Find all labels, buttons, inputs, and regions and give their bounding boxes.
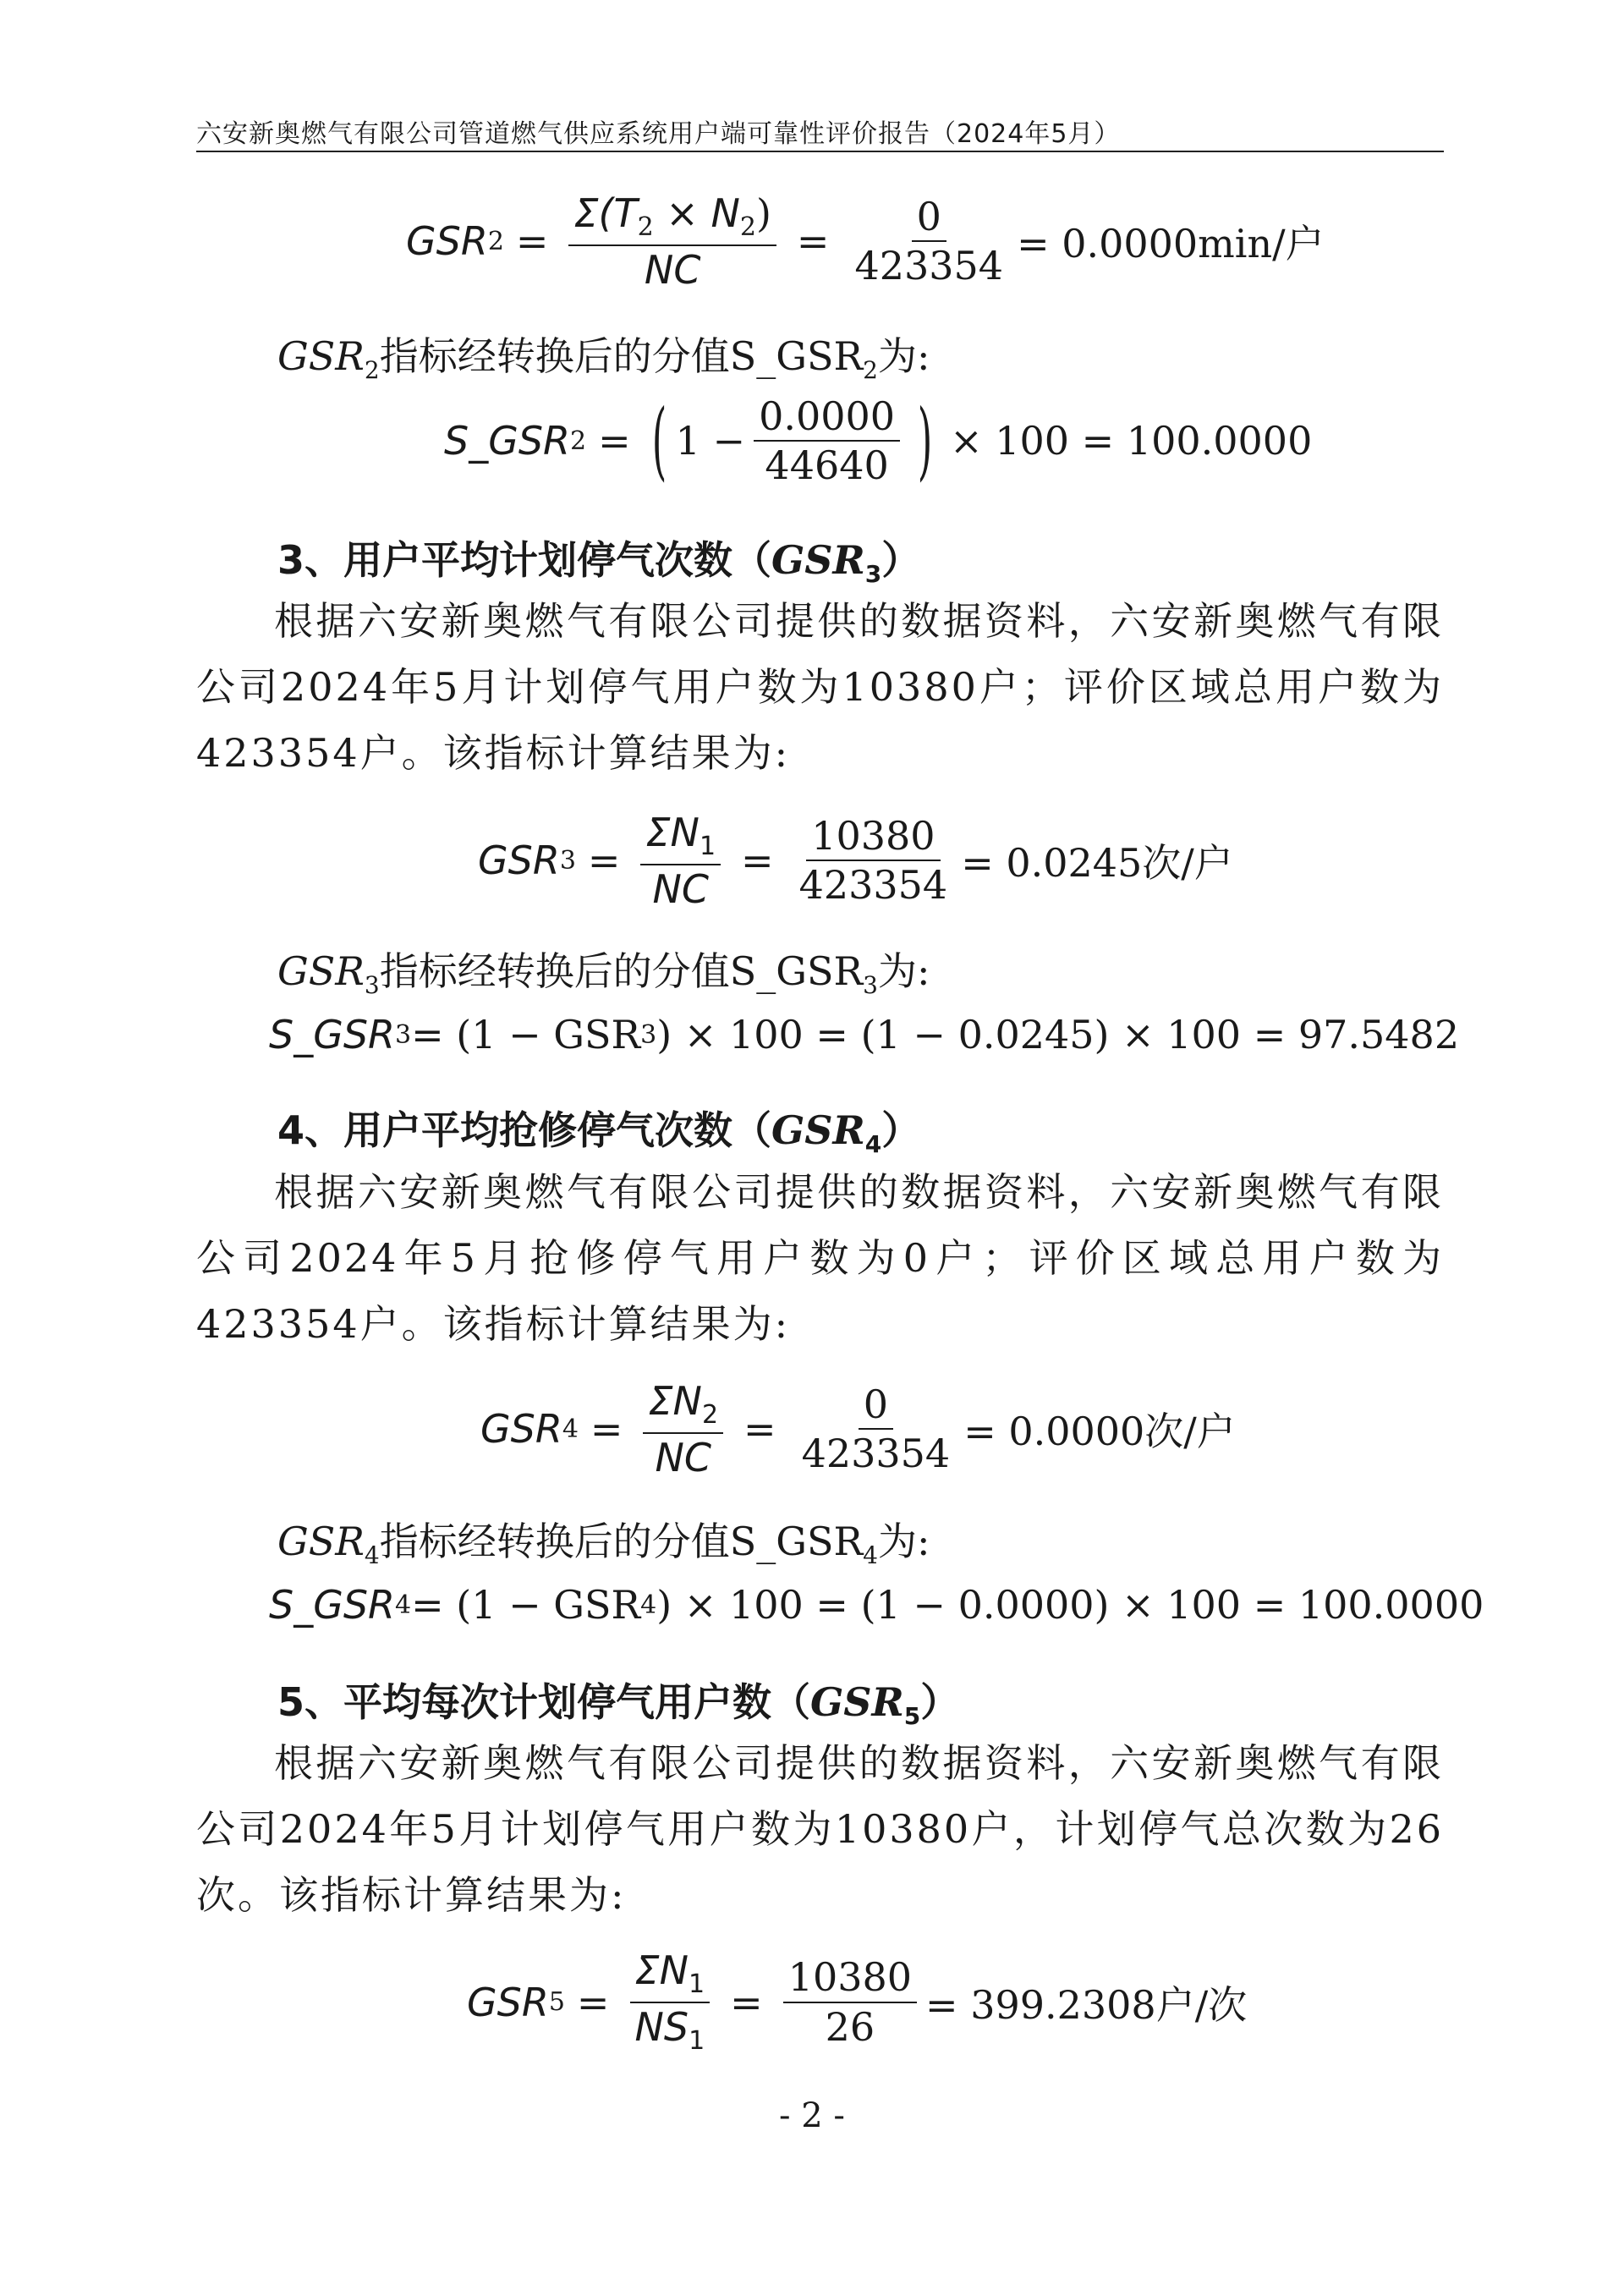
gsr2-score-den: 44640: [765, 442, 889, 489]
page-number: - 2 -: [779, 2096, 845, 2135]
gsr5-value-den: 26: [825, 2003, 875, 2050]
gsr4-score-sub: 4: [395, 1590, 412, 1620]
gsr3-frac-num-sub: 1: [699, 832, 716, 861]
gsr5-result: = 399.2308户/次: [925, 1981, 1248, 2028]
gsr5-var: GSR: [467, 1979, 549, 2025]
gsr2-numerator: Σ(T: [573, 190, 638, 236]
equals-sign: =: [598, 418, 631, 464]
gsr3-symbolic-fraction: [640, 810, 721, 912]
gsr4-frac-num: ΣN: [648, 1378, 702, 1424]
gsr3-score-sub2: 3: [640, 1019, 657, 1050]
gsr4-score-formula: [269, 1582, 1484, 1628]
gsr4-score-var: S_GSR: [269, 1582, 396, 1628]
gsr3-value-fraction: [794, 813, 953, 909]
equals-sign: =: [796, 218, 830, 265]
gsr4-paragraph: 根据六安新奥燃气有限公司提供的数据资料，六安新奥燃气有限公司2024年5月抢修停气用户数为0户；评价区域总用户数为423354户。该指标计算结果为:: [196, 1169, 1444, 1347]
gsr3-convert-label: [277, 941, 930, 999]
gsr2-convert-sub2: 2: [863, 356, 878, 385]
gsr3-score-mid: = (1 − GSR: [411, 1012, 641, 1057]
gsr5-heading: [277, 1672, 959, 1730]
gsr3-frac-num: ΣN: [645, 810, 700, 855]
gsr4-heading: [277, 1100, 920, 1158]
gsr2-score-num: 0.0000: [754, 396, 900, 442]
gsr4-score-sub2: 4: [640, 1590, 657, 1620]
gsr3-frac-den: NC: [652, 865, 709, 912]
gsr5-value-num: 10380: [783, 1957, 917, 2002]
gsr3-convert-mid: 指标经转换后的分值S_GSR: [379, 948, 864, 994]
gsr4-frac-den: NC: [655, 1434, 711, 1480]
gsr2-score-formula: S_GSR 2 = ( 1 − $\frac{0.0000}{44640}$ ) × 100 = 100.0000: [444, 391, 1313, 491]
gsr2-result: = 0.0000min/户: [1017, 221, 1325, 267]
gsr4-formula: [480, 1378, 1236, 1480]
gsr2-formula: [406, 190, 1325, 293]
gsr5-formula: [467, 1947, 1248, 2056]
gsr2-value-den: 423354: [854, 243, 1004, 289]
gsr3-convert-sub2: 3: [863, 971, 878, 1000]
gsr4-convert-mid: 指标经转换后的分值S_GSR: [379, 1519, 864, 1564]
gsr4-score-mid: = (1 − GSR: [411, 1582, 641, 1628]
gsr5-symbolic-fraction: [629, 1947, 710, 2056]
gsr5-var-sub: 5: [548, 1987, 565, 2017]
gsr3-var: GSR: [478, 838, 560, 884]
gsr3-heading-end: ）: [881, 537, 921, 583]
gsr2-value-fraction: [849, 196, 1008, 287]
gsr3-var-sub: 3: [559, 845, 576, 876]
gsr3-score-formula: [269, 1012, 1459, 1057]
gsr5-heading-sub: 5: [903, 1702, 921, 1731]
gsr2-score-sub: 2: [570, 426, 587, 456]
equals-sign: =: [741, 838, 774, 884]
gsr2-var-sub: 2: [487, 226, 504, 256]
gsr2-value-num: 0: [912, 196, 946, 242]
gsr3-convert-pre: GSR: [277, 948, 365, 994]
gsr5-heading-text: 5、平均每次计划停气用户数（: [277, 1679, 811, 1725]
gsr5-heading-var: GSR: [810, 1679, 904, 1725]
equals-sign: =: [730, 1979, 763, 2025]
gsr2-score-fraction: [754, 393, 900, 489]
gsr3-heading-var: GSR: [771, 537, 865, 583]
gsr2-score-result: × 100 = 100.0000: [950, 418, 1313, 464]
gsr3-heading: [277, 530, 920, 588]
equals-sign: =: [576, 1979, 610, 2025]
gsr4-convert-sub: 4: [364, 1541, 380, 1570]
gsr2-symbolic-fraction: [568, 190, 776, 293]
gsr2-convert-mid: 指标经转换后的分值S_GSR: [379, 333, 864, 379]
equals-sign: =: [587, 838, 621, 884]
gsr3-value-den: 423354: [798, 862, 948, 909]
gsr4-convert-end: 为:: [877, 1519, 930, 1564]
gsr4-convert-sub2: 4: [863, 1541, 878, 1570]
gsr4-symbolic-fraction: [643, 1378, 723, 1480]
gsr2-score-var: S_GSR: [444, 418, 571, 464]
gsr5-frac-den: NS: [634, 2003, 689, 2050]
gsr2-convert-label: [277, 326, 930, 384]
equals-sign: =: [515, 218, 549, 265]
gsr2-numerator-sub2: 2: [739, 212, 756, 242]
gsr3-score-sub: 3: [395, 1019, 412, 1050]
report-header: 六安新奥燃气有限公司管道燃气供应系统用户端可靠性评价报告（2024年5月）: [196, 119, 1121, 149]
gsr5-heading-end: ）: [920, 1679, 960, 1725]
gsr2-convert-sub: 2: [364, 356, 380, 385]
gsr4-var-sub: 4: [562, 1414, 579, 1444]
gsr4-value-den: 423354: [801, 1431, 951, 1477]
gsr3-value-num: 10380: [806, 816, 940, 861]
gsr4-heading-sub: 4: [864, 1130, 882, 1159]
gsr2-numerator-sub: 2: [637, 212, 654, 242]
gsr2-convert-end: 为:: [877, 333, 930, 379]
gsr4-var: GSR: [480, 1406, 562, 1453]
header-rule: [196, 151, 1444, 152]
equals-sign: =: [743, 1406, 776, 1453]
gsr4-heading-var: GSR: [771, 1107, 865, 1153]
gsr4-value-fraction: [797, 1381, 956, 1477]
gsr5-frac-num-sub: 1: [689, 1969, 705, 1999]
gsr4-heading-end: ）: [881, 1107, 921, 1153]
gsr2-denominator: NC: [644, 246, 701, 293]
gsr4-convert-pre: GSR: [277, 1519, 365, 1564]
gsr5-frac-den-sub: 1: [689, 2025, 705, 2056]
gsr2-var: GSR: [406, 218, 488, 265]
gsr3-result: = 0.0245次/户: [961, 840, 1233, 887]
gsr3-score-var: S_GSR: [269, 1012, 396, 1057]
gsr3-score-result: ) × 100 = (1 − 0.0245) × 100 = 97.5482: [656, 1012, 1460, 1057]
gsr4-value-num: 0: [859, 1384, 893, 1430]
gsr5-frac-num: ΣN: [634, 1947, 689, 1993]
gsr4-result: = 0.0000次/户: [963, 1409, 1236, 1455]
gsr3-convert-sub: 3: [364, 971, 380, 1000]
equals-sign: =: [590, 1406, 623, 1453]
gsr4-heading-text: 4、用户平均抢修停气次数（: [277, 1107, 772, 1153]
gsr5-paragraph: 根据六安新奥燃气有限公司提供的数据资料，六安新奥燃气有限公司2024年5月计划停气用户数为10380户，计划停气总次数为26次。该指标计算结果为:: [196, 1740, 1444, 1918]
gsr2-numerator-mid: × N: [653, 190, 740, 236]
gsr3-heading-text: 3、用户平均计划停气次数（: [277, 537, 772, 583]
gsr3-heading-sub: 3: [864, 560, 882, 589]
gsr3-convert-end: 为:: [877, 948, 930, 994]
gsr4-score-result: ) × 100 = (1 − 0.0000) × 100 = 100.0000: [656, 1582, 1484, 1628]
gsr3-formula: [478, 810, 1233, 912]
gsr2-convert-pre: GSR: [277, 333, 365, 379]
gsr4-convert-label: [277, 1511, 930, 1569]
gsr2-score-one: 1 −: [675, 418, 746, 464]
gsr2-numerator-end: ): [755, 190, 771, 236]
gsr4-frac-num-sub: 2: [701, 1400, 719, 1430]
gsr3-paragraph: 根据六安新奥燃气有限公司提供的数据资料，六安新奥燃气有限公司2024年5月计划停气用户数为10380户；评价区域总用户数为423354户。该指标计算结果为:: [196, 598, 1444, 776]
gsr5-value-fraction: [783, 1954, 917, 2050]
